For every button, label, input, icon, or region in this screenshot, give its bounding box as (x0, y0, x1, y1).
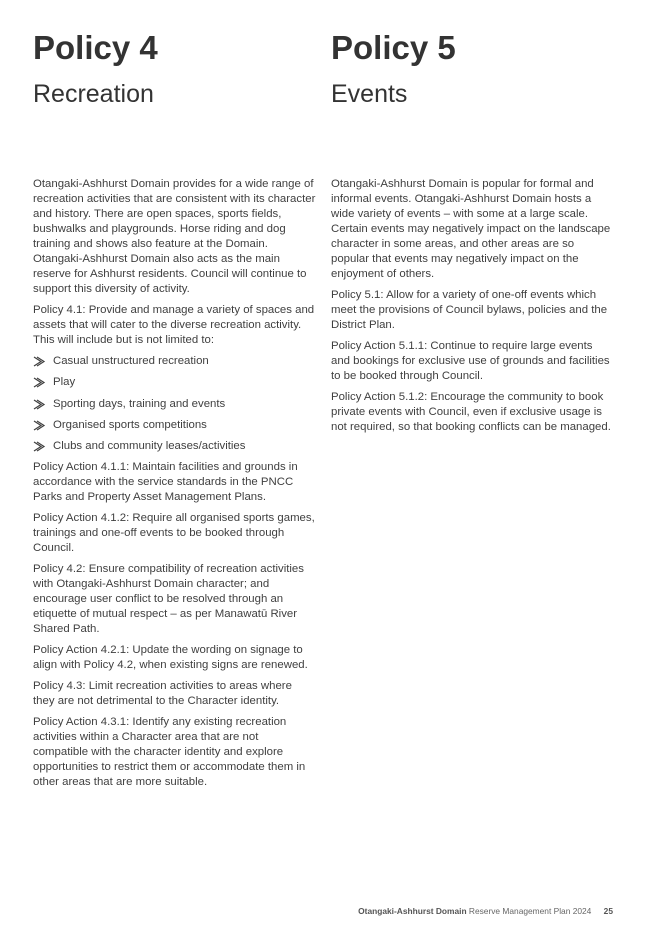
policy-4-subtitle: Recreation (33, 80, 154, 108)
footer-doc-title: Reserve Management Plan 2024 (468, 906, 592, 916)
list-item (33, 375, 316, 390)
policy-5-1: Policy 5.1: Allow for a variety of one-off events which meet the provisions of Council bylaws, policies and the District Plan. (331, 289, 608, 331)
policy-4-1: Policy 4.1: Provide and manage a variety of spaces and assets that will cater to the diverse recreation activity. This will include but is not limited to: (33, 304, 315, 346)
double-chevron-right-icon (33, 418, 49, 433)
list-item-label: Clubs and community leases/activities (53, 440, 246, 453)
list-item-label: Casual unstructured recreation (53, 355, 209, 367)
policy-4-intro: Otangaki-Ashhurst Domain provides for a wide range of recreation activities that are consistent with its character and history. There are open spaces, sports fields, bushwalks and playgrounds. Horse riding and dog training and shows also feature at the Domain. Otangaki-Ashhurst Domain also acts as the main reserve for Ashhurst residents. Council will continue to support this diversity of activity. (33, 178, 316, 295)
policy-action-5-1-2: Policy Action 5.1.2: Encourage the community to book private events with Council, even if exclusive usage is not required, so that booking conflicts can be managed. (331, 391, 611, 433)
list-item (33, 354, 316, 369)
list-item-label: Play (53, 376, 76, 389)
page-footer (0, 906, 613, 916)
policy-action-4-1-1: Policy Action 4.1.1: Maintain facilities and grounds in accordance with the service standards in the PNCC Parks and Property Asset Management Plans. (33, 461, 298, 504)
policy-5-intro: Otangaki-Ashhurst Domain is popular for formal and informal events. Otangaki-Ashhurst Domain hosts a wide variety of events – with some at a large scale. Certain events may negatively impact on the landscape character in some areas, and other areas are so popular that events may negatively impact on the enjoyment of others. (331, 178, 611, 280)
policy-action-4-2-1: Policy Action 4.2.1: Update the wording on signage to align with Policy 4.2, when existing signs are renewed. (33, 644, 308, 672)
policy-4-title: Policy 4 (33, 29, 158, 66)
list-item (33, 439, 316, 454)
policy-4-3: Policy 4.3: Limit recreation activities to areas where they are not detrimental to the Character identity. (33, 680, 292, 708)
page-number: 25 (603, 906, 613, 916)
list-item-label: Organised sports competitions (53, 418, 207, 431)
double-chevron-right-icon (33, 439, 49, 454)
list-item (33, 397, 316, 412)
footer-org: Otangaki-Ashhurst Domain (358, 906, 467, 916)
policy-5-body (331, 177, 614, 441)
policy-action-4-1-2: Policy Action 4.1.2: Require all organised sports games, trainings and one-off events to be booked through Council. (33, 512, 315, 555)
policy-action-5-1-1: Policy Action 5.1.1: Continue to require large events and bookings for exclusive use of grounds and facilities to be booked through Council. (331, 340, 610, 382)
policy-4-body (33, 177, 316, 796)
list-item (33, 418, 316, 433)
policy-5-title: Policy 5 (331, 29, 456, 66)
double-chevron-right-icon (33, 397, 49, 412)
policy-5-subtitle: Events (331, 80, 408, 108)
policy-4-2: Policy 4.2: Ensure compatibility of recreation activities with Otangaki-Ashhurst Domain character; and encourage user conflict to be resolved through an etiquette of mutual respect – as per Manawatū River Shared Path. (33, 563, 304, 636)
double-chevron-right-icon (33, 375, 49, 390)
list-item-label: Sporting days, training and events (53, 397, 226, 410)
double-chevron-right-icon (33, 354, 49, 369)
recreation-list (33, 354, 316, 454)
policy-action-4-3-1: Policy Action 4.3.1: Identify any existing recreation activities within a Character area that are not compatible with the character identity and explore opportunities to restrict them or accommodate them in other areas that are more suitable. (33, 716, 306, 789)
